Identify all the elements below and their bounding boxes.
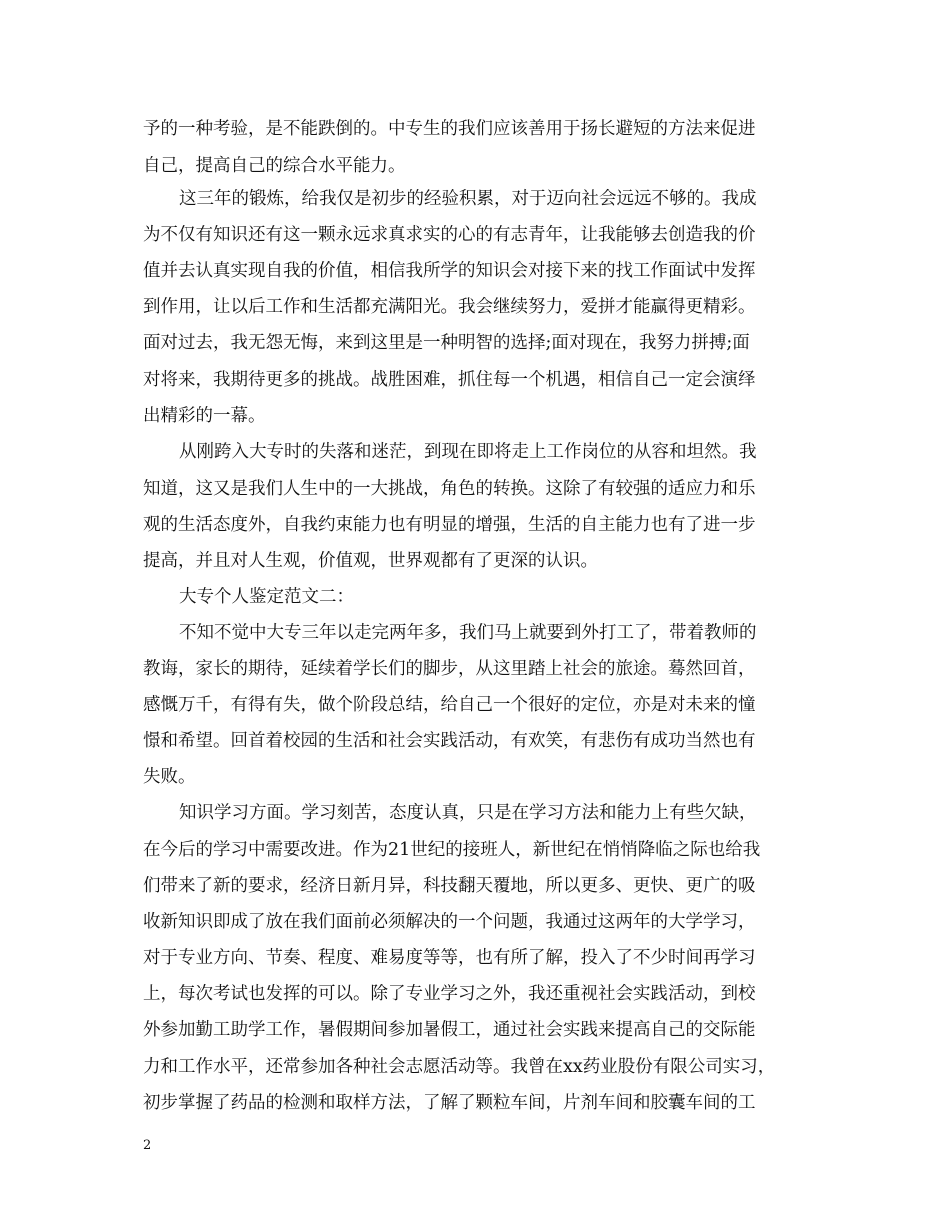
body-text-line: 收新知识即成了放在我们面前必须解决的一个问题，我通过这两年的大学学习， [143,912,756,932]
body-text-line: 提高，并且对人生观，价值观，世界观都有了更深的认识。 [143,551,598,571]
body-text-line: 面对过去，我无怨无悔，来到这里是一种明智的选择;面对现在，我努力拼搏;面 [143,333,750,353]
body-text-line: 外参加勤工助学工作，暑假期间参加暑假工，通过社会实践来提高自己的交际能 [143,1020,756,1040]
body-text-line: 观的生活态度外，自我约束能力也有明显的增强，生活的自主能力也有了进一步 [143,515,756,535]
body-text-line: 力和工作水平，还常参加各种社会志愿活动等。我曾在xx药业股份有限公司实习， [143,1057,776,1077]
body-text-line: 对于专业方向、节奏、程度、难易度等等，也有所了解，投入了不少时间再学习 [143,948,756,968]
section-heading: 大专个人鉴定范文二： [179,587,354,607]
body-text-line: 对将来，我期待更多的挑战。战胜困难，抓住每一个机遇，相信自己一定会演绎 [143,370,756,390]
body-text-line: 自己，提高自己的综合水平能力。 [143,156,406,176]
body-text-line: 失败。 [143,767,196,787]
body-text-line: 从刚跨入大专时的失落和迷茫，到现在即将走上工作岗位的从容和坦然。我 [179,442,757,462]
body-text-line: 予的一种考验，是不能跌倒的。中专生的我们应该善用于扬长避短的方法来促进 [143,119,756,139]
body-text-line: 憬和希望。回首着校园的生活和社会实践活动，有欢笑，有悲伤有成功当然也有 [143,731,756,751]
body-text-line: 这三年的锻炼，给我仅是初步的经验积累，对于迈向社会远远不够的。我成 [179,189,757,209]
body-text-line: 知道，这又是我们人生中的一大挑战，角色的转换。这除了有较强的适应力和乐 [143,479,756,499]
body-text-line: 教诲，家长的期待，延续着学长们的脚步，从这里踏上社会的旅途。蓦然回首， [143,659,756,679]
body-text-line: 到作用，让以后工作和生活都充满阳光。我会继续努力，爱拼才能赢得更精彩。 [143,297,756,317]
body-text-line: 为不仅有知识还有这一颗永远求真求实的心的有志青年，让我能够去创造我的价 [143,225,756,245]
body-text-line: 知识学习方面。学习刻苦，态度认真，只是在学习方法和能力上有些欠缺， [179,803,757,823]
body-text-line: 值并去认真实现自我的价值，相信我所学的知识会对接下来的找工作面试中发挥 [143,261,756,281]
body-text-line: 出精彩的一幕。 [143,406,266,426]
body-text-line: 上，每次考试也发挥的可以。除了专业学习之外，我还重视社会实践活动，到校 [143,984,756,1004]
page-number: 2 [143,1138,152,1153]
body-text-line: 们带来了新的要求，经济日新月异，科技翻天覆地，所以更多、更快、更广的吸 [143,876,756,896]
body-text-line: 初步掌握了药品的检测和取样方法，了解了颗粒车间，片剂车间和胶囊车间的工 [143,1093,756,1113]
body-text-line: 在今后的学习中需要改进。作为21世纪的接班人，新世纪在悄悄降临之际也给我 [143,840,761,860]
body-text-line: 感慨万千，有得有失，做个阶段总结，给自己一个很好的定位，亦是对未来的憧 [143,695,756,715]
body-text-line: 不知不觉中大专三年以走完两年多，我们马上就要到外打工了，带着教师的 [179,623,757,643]
